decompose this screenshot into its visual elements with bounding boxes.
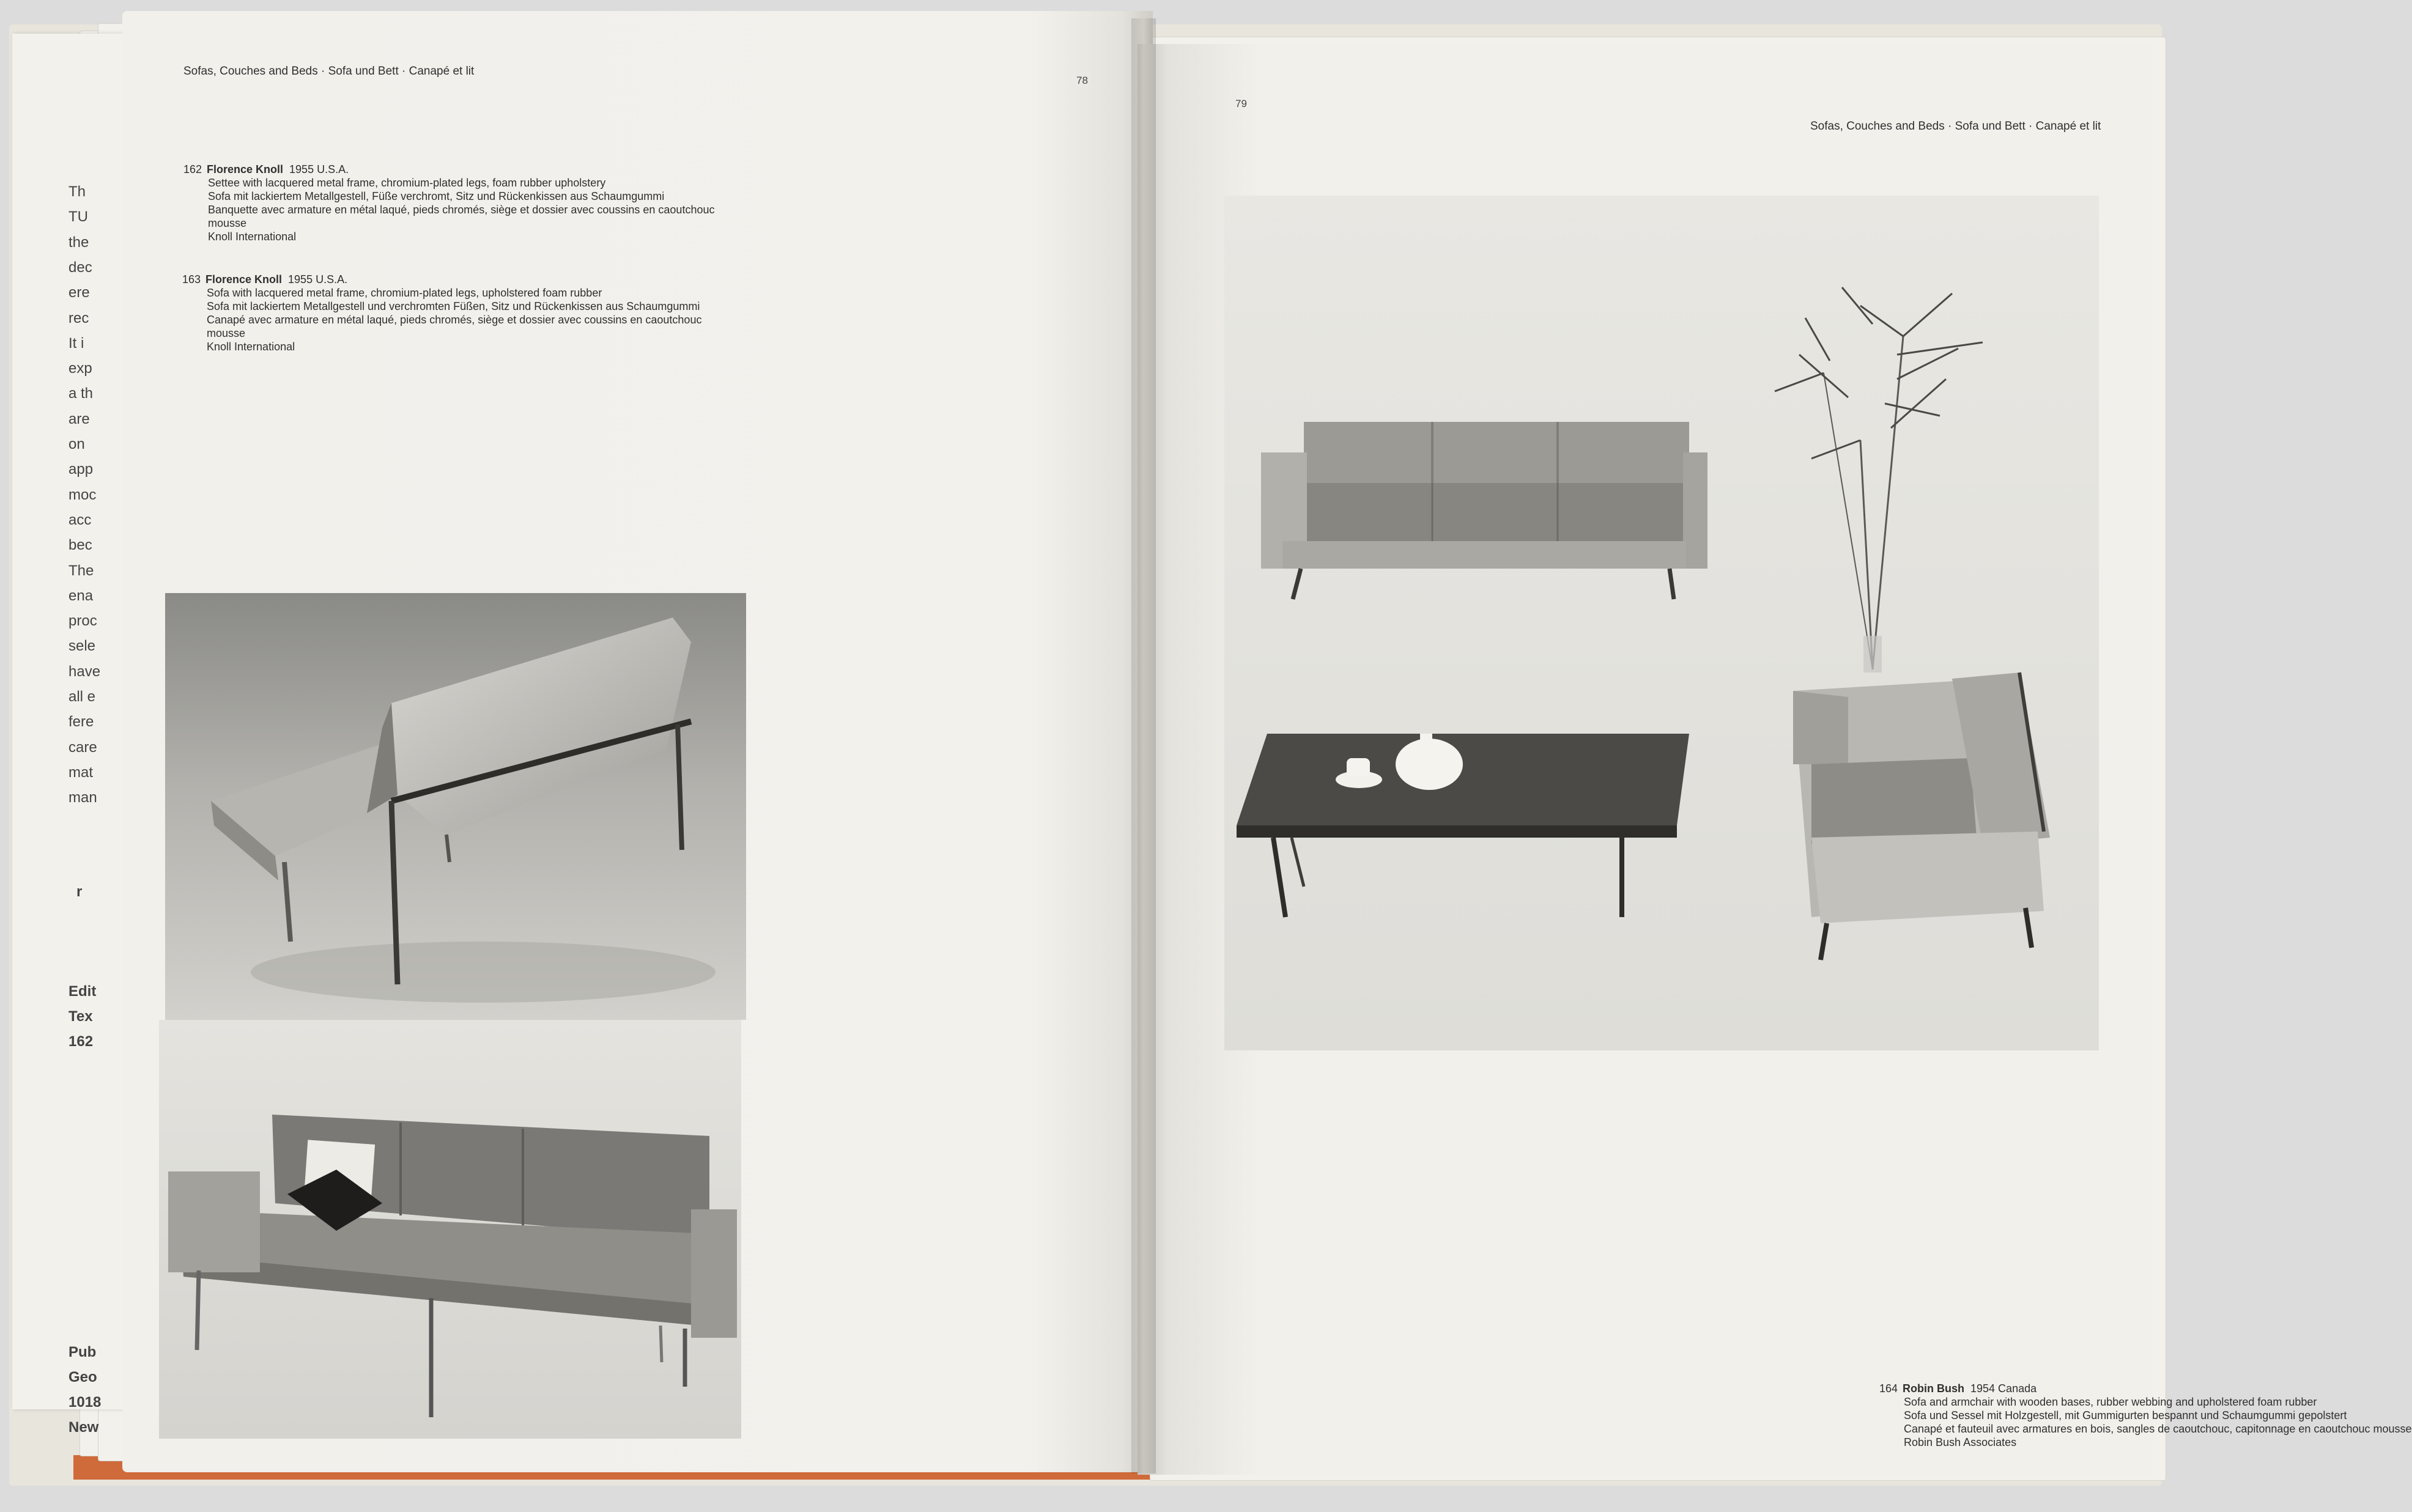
caption-line: Settee with lacquered metal frame, chromium-plated legs, foam rubber upholstery xyxy=(208,177,606,189)
caption-line: Sofa mit lackiertem Metallgestell und verchromten Füßen, Sitz und Rückenkissen aus Schaumgummi xyxy=(207,300,700,312)
designer-name: Florence Knoll xyxy=(207,163,284,175)
caption-head xyxy=(1879,1382,2412,1395)
entry-meta: 1954 Canada xyxy=(1970,1382,2037,1395)
book-spine-shadow xyxy=(1131,18,1156,1473)
edge-text-line: It i xyxy=(68,334,84,352)
caption-entry-163 xyxy=(182,273,702,353)
entry-number: 163 xyxy=(182,273,201,286)
edge-text-line: dec xyxy=(68,259,92,276)
caption-line: Knoll International xyxy=(208,230,297,243)
edge-text-line: fere xyxy=(68,714,94,731)
edge-publisher-line: New xyxy=(68,1419,99,1436)
caption-line: Canapé et fauteuil avec armatures en bois, sangles de caoutchouc, capitonnage en caoutchouc mousse xyxy=(1904,1423,2412,1435)
edge-text-line: The xyxy=(68,562,94,579)
page-header: Sofas, Couches and Beds · Sofa und Bett · Canapé et lit xyxy=(1810,120,2101,133)
caption-line: mousse xyxy=(207,327,246,339)
left-page xyxy=(122,11,1153,1472)
right-page xyxy=(1138,44,2412,1475)
entry-meta: 1955 U.S.A. xyxy=(289,163,349,175)
caption-line: Sofa und Sessel mit Holzgestell, mit Gummigurten bespannt und Schaumgummi gepolstert xyxy=(1904,1409,2347,1422)
caption-line: Sofa with lacquered metal frame, chromium-plated legs, upholstered foam rubber xyxy=(207,287,602,299)
edge-credit-line: Edit xyxy=(68,983,97,1000)
edge-text-line: acc xyxy=(68,511,92,528)
caption-entry-164 xyxy=(1879,1382,2412,1449)
edge-credit-line: Tex xyxy=(68,1008,93,1025)
edge-publisher-line: Geo xyxy=(68,1369,97,1385)
caption-entry-162 xyxy=(183,163,715,243)
entry-number: 162 xyxy=(183,163,202,175)
caption-line: Sofa and armchair with wooden bases, rubber webbing and upholstered foam rubber xyxy=(1904,1396,2317,1408)
caption-head xyxy=(183,163,714,176)
edge-text-line: app xyxy=(68,461,94,478)
designer-name: Florence Knoll xyxy=(205,273,283,286)
edge-text-line: TU xyxy=(68,208,88,226)
photo-sofa-armchair-164 xyxy=(1224,196,2099,1050)
page-header: Sofas, Couches and Beds · Sofa und Bett · Canapé et lit xyxy=(183,65,475,78)
edge-text-line: rec xyxy=(68,309,89,326)
edge-text-line: bec xyxy=(68,537,92,554)
edge-text-line: Th xyxy=(68,183,86,200)
edge-text-line: exp xyxy=(68,360,92,377)
edge-text-line: have xyxy=(68,663,101,680)
edge-text-line: mat xyxy=(68,764,94,781)
caption-line: Sofa mit lackiertem Metallgestell, Füße verchromt, Sitz und Rückenkissen aus Schaumgummi xyxy=(208,190,665,202)
edge-text-line: the xyxy=(68,234,89,251)
edge-publisher-line: 1018 xyxy=(68,1394,102,1411)
designer-name: Robin Bush xyxy=(1903,1382,1964,1395)
caption-line: Knoll International xyxy=(207,341,295,353)
edge-text-line: on xyxy=(68,436,85,452)
edge-text-line: moc xyxy=(68,486,97,503)
photo-settee-162 xyxy=(165,593,746,1020)
edge-text-line: care xyxy=(68,739,97,756)
edge-text-line: ere xyxy=(68,284,90,301)
page-number: 78 xyxy=(1076,75,1088,86)
edge-text-line: a th xyxy=(68,385,94,402)
photo-sofa-163 xyxy=(159,1020,741,1439)
edge-text-line: all e xyxy=(68,688,96,705)
caption-line: Robin Bush Associates xyxy=(1904,1436,2017,1448)
caption-line: Canapé avec armature en métal laqué, pieds chromés, siège et dossier avec coussins en caoutchouc xyxy=(207,314,702,326)
edge-text-line: ena xyxy=(68,587,94,604)
edge-bold-letter: r xyxy=(76,883,83,900)
edge-text-line: are xyxy=(68,410,90,427)
page-number: 79 xyxy=(1235,98,1247,109)
edge-text-line: man xyxy=(68,789,97,806)
caption-head xyxy=(182,273,701,286)
entry-meta: 1955 U.S.A. xyxy=(288,273,348,286)
edge-text-line: sele xyxy=(68,638,96,655)
edge-text-line: proc xyxy=(68,613,97,630)
caption-line: Banquette avec armature en métal laqué, pieds chromés, siège et dossier avec coussins en caoutchouc xyxy=(208,204,715,216)
entry-number: 164 xyxy=(1879,1382,1898,1395)
edge-credit-line: 162 xyxy=(68,1033,94,1050)
edge-publisher-line: Pub xyxy=(68,1344,97,1360)
caption-line: mousse xyxy=(208,217,247,229)
